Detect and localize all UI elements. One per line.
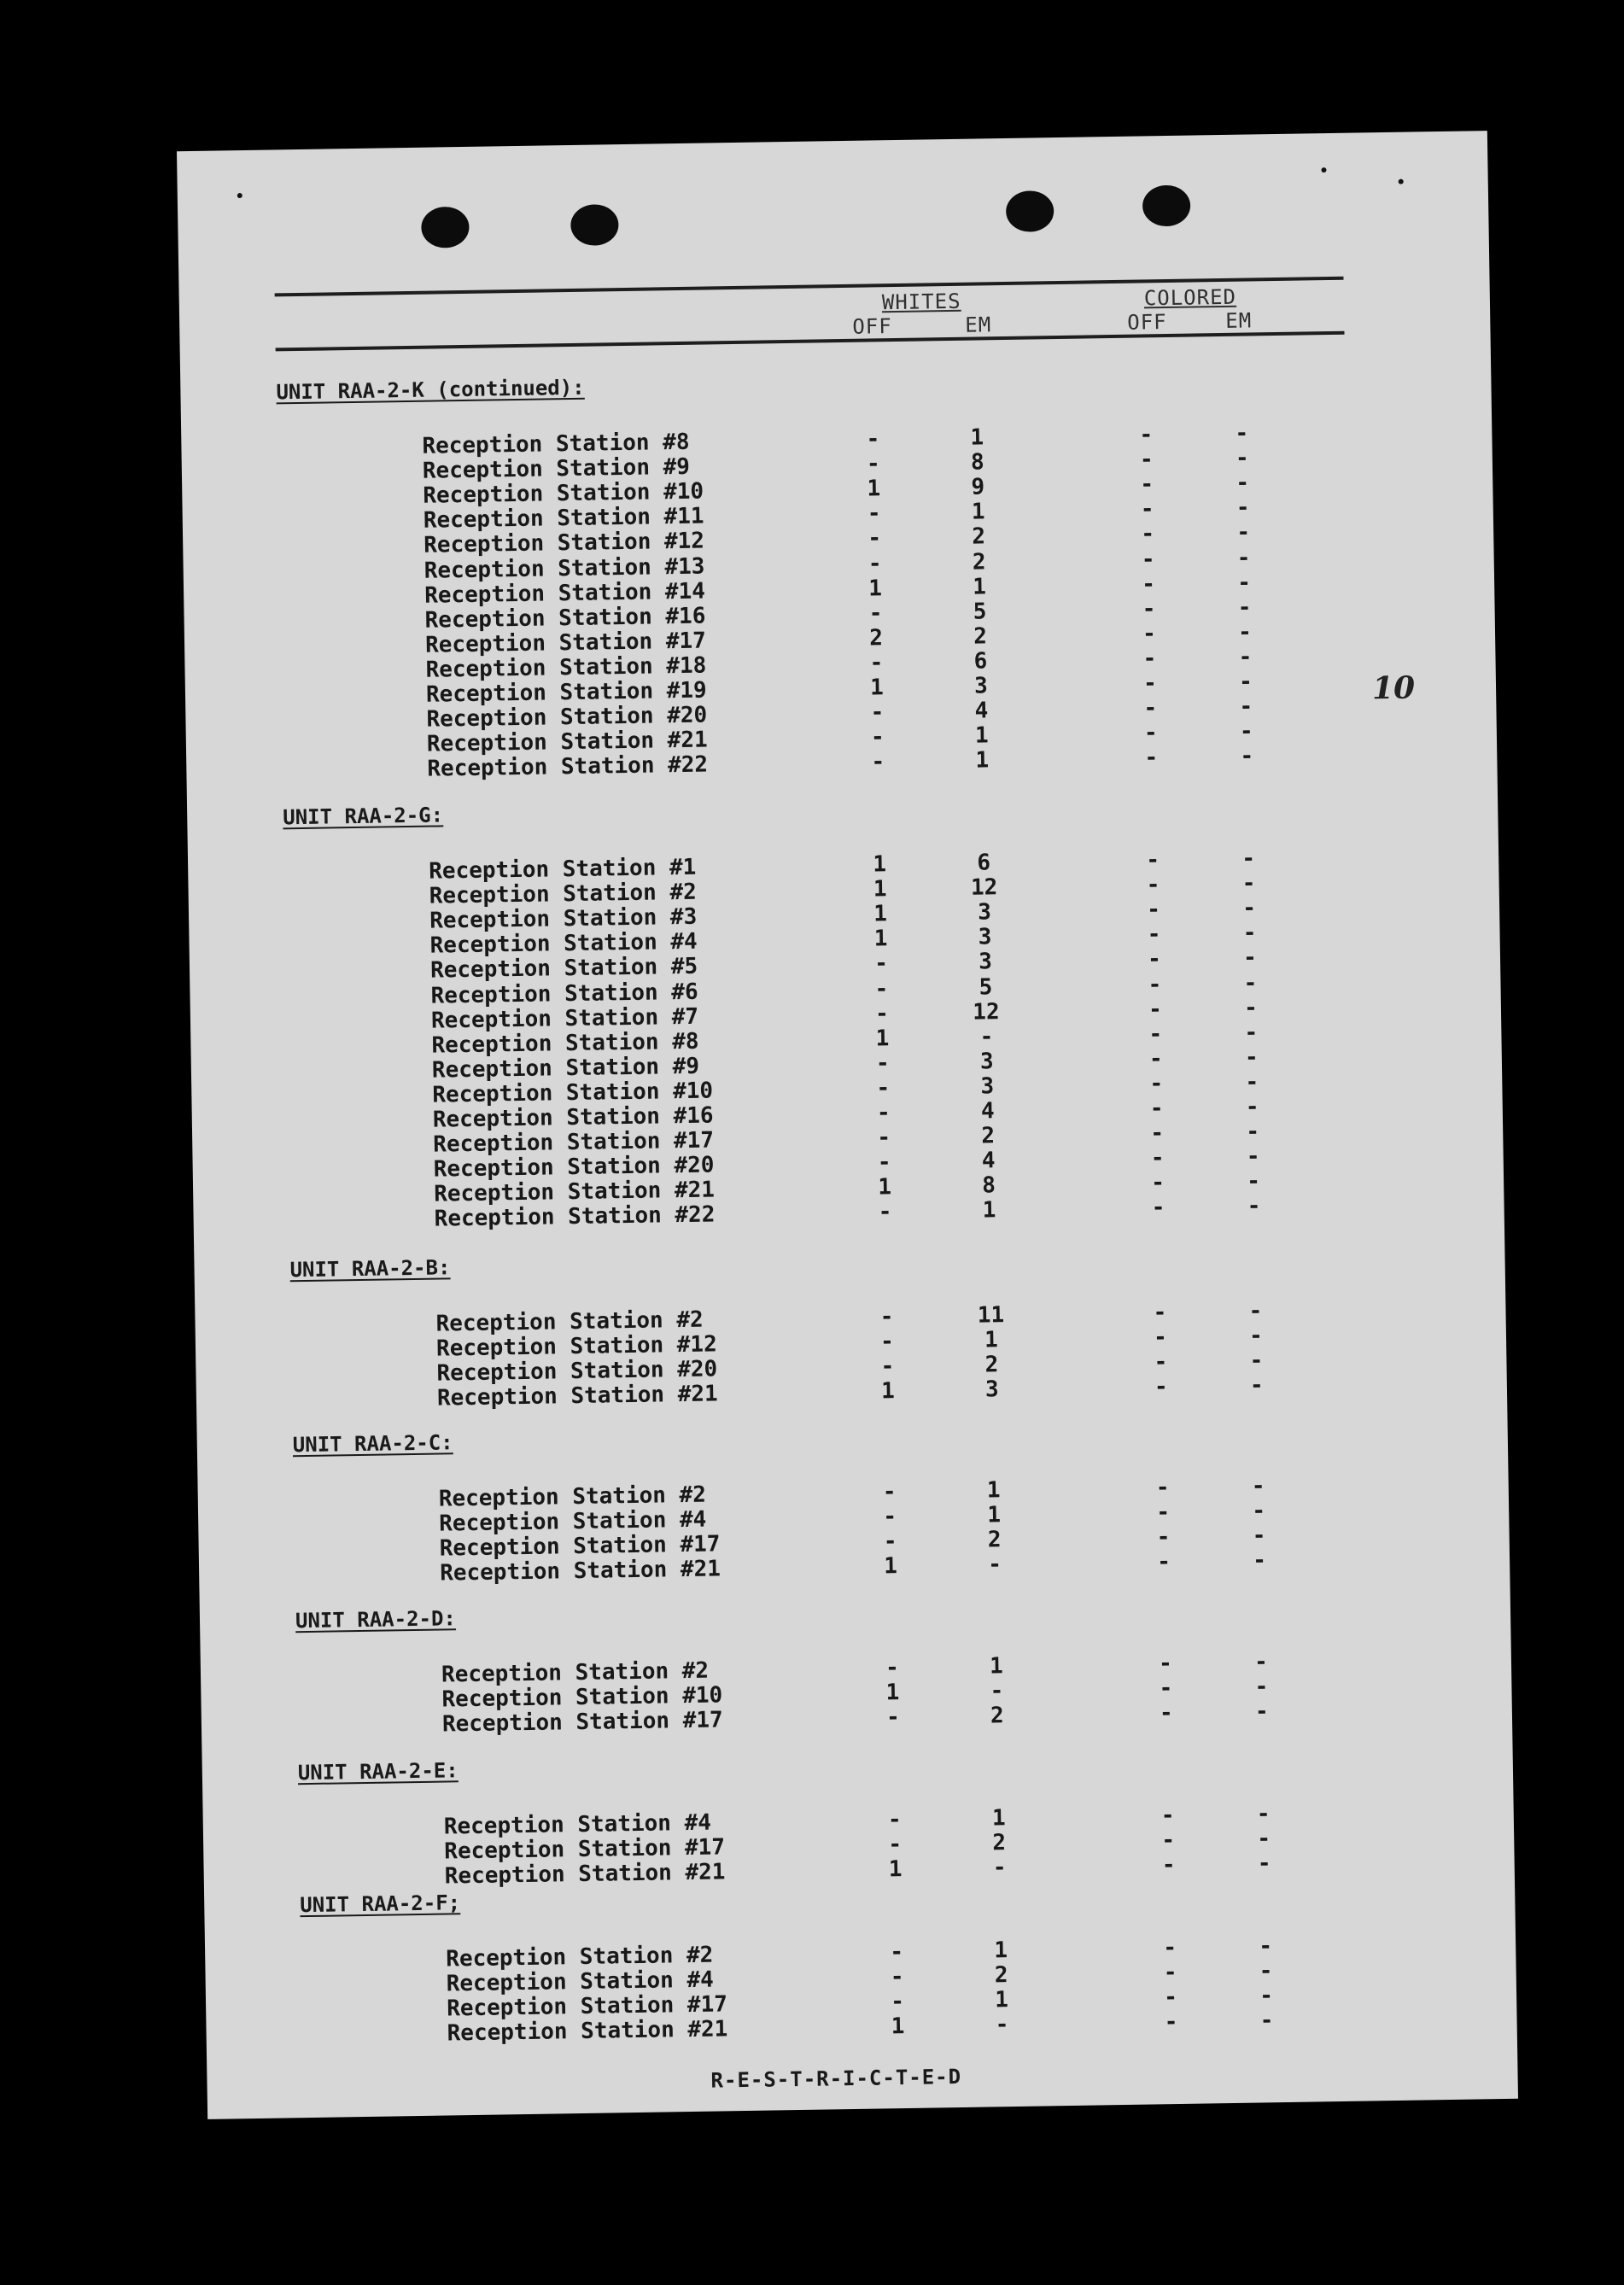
colored-off-value: - (1139, 447, 1154, 473)
colored-em-value: - (1249, 1347, 1264, 1374)
colored-off-value: - (1148, 971, 1162, 997)
page-number: 10 (1371, 669, 1416, 707)
whites-off-value: 1 (888, 1856, 903, 1883)
whites-off-value: - (885, 1704, 900, 1731)
whites-em-value: 3 (980, 1073, 995, 1100)
whites-off-value: - (883, 1504, 897, 1530)
colored-off-value: - (1148, 1045, 1163, 1072)
colored-off-value: - (1143, 695, 1158, 722)
station-label: Reception Station #12 (435, 1331, 717, 1362)
whites-off-value: 1 (875, 1025, 890, 1052)
station-label: Reception Station #20 (436, 1356, 718, 1387)
colored-em-value: - (1254, 1698, 1269, 1725)
whites-em-value: 6 (973, 648, 988, 675)
colored-em-value: - (1238, 669, 1253, 695)
whites-em-value: 1 (971, 499, 985, 525)
colored-off-value: - (1153, 1300, 1167, 1326)
station-label: Reception Station #5 (429, 954, 698, 985)
colored-off-value: - (1154, 1349, 1168, 1376)
station-label: Reception Station #19 (425, 677, 707, 708)
colored-em-value: - (1243, 995, 1258, 1021)
whites-em-value: 1 (995, 1987, 1009, 2013)
station-label: Reception Station #2 (438, 1481, 707, 1512)
whites-off-value: - (888, 1832, 903, 1858)
unit-heading: UNIT RAA-2-C: (292, 1430, 453, 1458)
colored-em-value: - (1236, 470, 1250, 496)
whites-em-value: 1 (970, 424, 984, 451)
whites-off-value: - (873, 950, 889, 977)
station-label: Reception Station #17 (439, 1531, 721, 1562)
colored-off-value: - (1147, 921, 1161, 948)
whites-off-value: - (874, 1000, 890, 1027)
whites-off-value: 1 (885, 1680, 900, 1706)
whites-off-value: 1 (867, 476, 881, 502)
station-label: Reception Station #16 (432, 1102, 714, 1133)
station-label: Reception Station #16 (424, 603, 706, 634)
whites-em-value: 2 (972, 523, 986, 551)
whites-off-value: - (867, 500, 881, 527)
colored-off-value: - (1150, 1145, 1165, 1172)
colored-off-value: - (1142, 646, 1157, 672)
station-label: Reception Station #9 (431, 1053, 700, 1084)
station-label: Reception Station #17 (446, 1991, 728, 2022)
colored-off-value: - (1156, 1499, 1171, 1526)
whites-em-value: 4 (974, 698, 989, 724)
whites-em-value: 3 (978, 899, 992, 926)
punch-hole (570, 204, 619, 246)
whites-off-value: - (870, 724, 885, 751)
whites-off-value: 1 (884, 1553, 898, 1580)
colored-off-value: - (1150, 1120, 1165, 1147)
station-label: Reception Station #4 (446, 1967, 715, 1997)
whites-off-value: - (877, 1125, 891, 1151)
whites-em-value: 1 (989, 1653, 1004, 1680)
colored-em-value: - (1237, 594, 1252, 621)
colored-off-header: OFF (1127, 310, 1167, 335)
colored-off-value: - (1149, 1096, 1164, 1122)
station-label: Reception Station #22 (427, 751, 709, 782)
colored-off-value: - (1164, 2009, 1178, 2036)
colored-em-value: - (1247, 1168, 1261, 1195)
colored-em-value: - (1252, 1498, 1266, 1524)
colored-em-header: EM (1225, 308, 1253, 333)
colored-em-value: - (1245, 1069, 1259, 1096)
whites-em-value: 12 (970, 874, 998, 901)
whites-em-value: 1 (991, 1805, 1006, 1832)
paper-speck (1321, 167, 1326, 172)
station-label: Reception Station #10 (432, 1078, 714, 1108)
colored-off-value: - (1144, 745, 1159, 771)
whites-off-value: - (869, 650, 884, 676)
whites-em-value: 2 (987, 1527, 1002, 1553)
whites-em-value: 1 (982, 1197, 996, 1224)
unit-heading: UNIT RAA-2-D: (295, 1606, 457, 1633)
colored-off-value: - (1147, 897, 1161, 923)
colored-off-value: - (1142, 670, 1157, 697)
colored-off-value: - (1148, 996, 1162, 1023)
whites-em-value: 1 (984, 1327, 999, 1353)
whites-em-value: 1 (973, 573, 987, 600)
punch-hole (1142, 185, 1191, 227)
whites-em-value: 5 (973, 599, 987, 625)
colored-off-value: - (1142, 570, 1156, 598)
colored-em-value: - (1259, 1983, 1274, 2009)
whites-em-value: - (990, 1678, 1004, 1704)
station-label: Reception Station #21 (439, 1556, 721, 1587)
whites-off-value: - (879, 1329, 895, 1355)
whites-off-value: - (891, 1989, 905, 2015)
whites-em-header: EM (965, 313, 992, 337)
colored-em-value: - (1257, 1826, 1271, 1852)
whites-off-value: - (866, 426, 880, 453)
whites-em-value: 2 (984, 1352, 999, 1378)
whites-off-value: - (876, 1075, 891, 1102)
whites-em-value: 1 (987, 1502, 1002, 1528)
colored-em-value: - (1247, 1193, 1261, 1220)
station-label: Reception Station #11 (423, 503, 704, 535)
unit-heading: UNIT RAA-2-E: (297, 1758, 459, 1785)
colored-em-value: - (1256, 1801, 1271, 1827)
whites-em-value: 2 (972, 548, 986, 576)
colored-off-value: - (1140, 471, 1154, 498)
colored-em-value: - (1244, 1044, 1259, 1071)
station-label: Reception Station #14 (424, 578, 706, 609)
colored-off-value: - (1164, 1984, 1178, 2011)
whites-em-value: 2 (990, 1703, 1004, 1729)
whites-em-value: 3 (979, 1049, 994, 1075)
colored-off-value: - (1151, 1195, 1165, 1221)
station-label: Reception Station #3 (429, 903, 698, 934)
whites-off-value: 1 (880, 1378, 895, 1405)
whites-off-value: - (876, 1100, 891, 1126)
colored-off-value: - (1163, 1960, 1177, 1986)
whites-em-value: 3 (973, 673, 989, 699)
whites-em-value: 8 (982, 1172, 996, 1199)
station-label: Reception Station #4 (439, 1506, 707, 1537)
header-bottom-rule (276, 331, 1345, 352)
whites-off-value: - (883, 1528, 897, 1555)
whites-off-value: - (875, 1050, 890, 1077)
colored-em-value: - (1248, 1323, 1264, 1349)
colored-em-value: - (1241, 870, 1256, 897)
whites-off-value: - (890, 1939, 904, 1966)
colored-em-value: - (1235, 420, 1249, 447)
colored-em-value: - (1246, 1143, 1260, 1170)
whites-em-value: 3 (978, 924, 992, 950)
whites-off-value: - (880, 1353, 895, 1380)
station-label: Reception Station #17 (424, 628, 707, 658)
colored-em-value: - (1243, 969, 1258, 996)
unit-heading: UNIT RAA-2-G: (283, 803, 444, 830)
station-label: Reception Station #22 (434, 1201, 716, 1233)
paper-speck (1399, 179, 1404, 184)
station-label: Reception Station #21 (426, 727, 708, 757)
whites-em-value: 11 (977, 1302, 1005, 1329)
colored-em-value: - (1244, 1020, 1259, 1046)
colored-em-value: - (1242, 920, 1257, 946)
whites-em-value: 1 (994, 1937, 1008, 1964)
station-label: Reception Station #1 (429, 854, 697, 885)
colored-em-value: - (1236, 519, 1251, 546)
whites-off-value: - (874, 975, 889, 1002)
colored-em-value: - (1259, 1958, 1273, 1984)
station-label: Reception Station #8 (422, 429, 690, 459)
whites-em-value: 2 (981, 1123, 996, 1149)
colored-em-value: - (1257, 1850, 1271, 1877)
whites-off-value: - (878, 1199, 892, 1225)
whites-off-value: 1 (873, 901, 888, 927)
colored-off-value: - (1146, 847, 1160, 874)
whites-off-value: 1 (878, 1174, 892, 1201)
colored-em-value: - (1240, 743, 1254, 770)
colored-off-value: - (1163, 1935, 1177, 1961)
colored-off-value: - (1140, 496, 1154, 523)
colored-em-value: - (1236, 545, 1251, 571)
colored-off-value: - (1153, 1324, 1168, 1351)
colored-em-value: - (1237, 570, 1252, 596)
colored-em-value: - (1245, 1094, 1259, 1120)
colored-em-value: - (1241, 845, 1256, 872)
whites-em-value: 12 (973, 998, 1000, 1026)
paper-speck (237, 193, 242, 198)
whites-em-value: 2 (994, 1962, 1008, 1989)
colored-em-value: - (1238, 644, 1253, 670)
colored-off-value: - (1154, 1374, 1168, 1400)
station-label: Reception Station #18 (425, 652, 707, 683)
station-label: Reception Station #4 (429, 929, 698, 959)
colored-off-value: - (1159, 1675, 1173, 1702)
colored-off-value: - (1149, 1071, 1164, 1097)
whites-off-value: - (877, 1149, 891, 1176)
whites-em-value: 8 (970, 449, 984, 476)
colored-off-value: - (1157, 1549, 1171, 1575)
colored-off-value: - (1141, 546, 1155, 573)
station-label: Reception Station #21 (433, 1177, 716, 1207)
colored-off-value: - (1156, 1524, 1171, 1551)
colored-off-value: - (1148, 1020, 1163, 1048)
colored-off-value: - (1139, 422, 1154, 448)
whites-off-value: - (890, 1964, 904, 1990)
whites-em-value: 6 (977, 850, 991, 876)
whites-em-value: 5 (978, 973, 993, 1001)
whites-off-value: - (871, 749, 885, 775)
station-label: Reception Station #9 (422, 453, 691, 484)
document-page (177, 131, 1518, 2119)
whites-off-value: 1 (873, 926, 888, 952)
colored-off-value: - (1160, 1803, 1175, 1829)
colored-em-value: - (1259, 1933, 1273, 1960)
whites-header: WHITES (881, 289, 961, 315)
whites-em-value: - (988, 1552, 1002, 1578)
whites-em-value: 1 (975, 747, 990, 774)
colored-em-value: - (1252, 1522, 1266, 1549)
whites-off-value: 1 (873, 851, 887, 878)
station-label: Reception Station #12 (424, 528, 705, 559)
colored-em-value: - (1249, 1372, 1264, 1399)
station-label: Reception Station #2 (441, 1657, 710, 1688)
colored-em-value: - (1242, 944, 1258, 972)
whites-em-value: - (995, 2012, 1009, 2038)
colored-off-value: - (1155, 1475, 1170, 1501)
colored-off-value: - (1141, 521, 1155, 547)
whites-off-value: - (885, 1655, 900, 1681)
colored-em-value: - (1239, 693, 1253, 720)
colored-off-value: - (1142, 595, 1156, 622)
station-label: Reception Station #4 (443, 1809, 712, 1840)
whites-em-value: - (992, 1855, 1007, 1881)
whites-off-value: - (868, 599, 883, 627)
station-label: Reception Station #6 (430, 979, 698, 1009)
station-label: Reception Station #13 (424, 553, 705, 584)
colored-em-value: - (1248, 1298, 1263, 1324)
colored-off-value: - (1146, 872, 1160, 898)
colored-em-value: - (1251, 1473, 1265, 1499)
whites-off-value: 1 (869, 675, 885, 701)
whites-em-value: 3 (984, 1376, 999, 1403)
unit-heading: UNIT RAA-2-K (continued): (276, 375, 585, 405)
station-label: Reception Station #2 (435, 1306, 704, 1337)
station-label: Reception Station #17 (441, 1707, 723, 1738)
whites-off-header: OFF (852, 314, 892, 339)
station-label: Reception Station #8 (431, 1028, 699, 1059)
whites-em-value: 2 (992, 1830, 1007, 1856)
whites-off-value: - (867, 525, 882, 552)
station-label: Reception Station #17 (433, 1127, 715, 1158)
whites-off-value: - (887, 1807, 902, 1833)
whites-em-value: 1 (986, 1477, 1001, 1504)
whites-em-value: 4 (980, 1098, 995, 1125)
station-label: Reception Station #20 (433, 1152, 715, 1183)
colored-off-value: - (1147, 946, 1162, 973)
whites-em-value: 1 (974, 722, 989, 749)
colored-off-value: - (1161, 1852, 1176, 1879)
station-label: Reception Station #2 (446, 1942, 714, 1972)
colored-off-value: - (1158, 1651, 1173, 1677)
station-label: Reception Station #7 (430, 1003, 699, 1034)
station-label: Reception Station #2 (429, 879, 698, 909)
colored-off-value: - (1159, 1700, 1173, 1727)
whites-off-value: - (870, 699, 885, 726)
whites-em-value: 2 (973, 623, 988, 650)
station-label: Reception Station #20 (426, 702, 708, 733)
colored-off-value: - (1143, 720, 1158, 746)
station-label: Reception Station #21 (444, 1859, 726, 1890)
colored-off-value: - (1142, 621, 1157, 647)
punch-hole (1006, 190, 1054, 232)
punch-hole (421, 207, 470, 248)
colored-header: COLORED (1143, 284, 1237, 311)
whites-off-value: 1 (891, 2013, 905, 2040)
colored-em-value: - (1237, 619, 1253, 646)
station-label: Reception Station #10 (423, 478, 704, 509)
whites-em-value: - (979, 1023, 994, 1050)
unit-heading: UNIT RAA-2-B: (289, 1255, 451, 1283)
colored-off-value: - (1151, 1170, 1165, 1196)
whites-em-value: 3 (978, 949, 993, 975)
colored-em-value: - (1246, 1119, 1260, 1145)
colored-em-value: - (1254, 1674, 1269, 1700)
colored-em-value: - (1239, 718, 1253, 745)
whites-em-value: 9 (971, 474, 985, 500)
unit-heading: UNIT RAA-2-F; (300, 1891, 461, 1918)
whites-off-value: - (866, 451, 880, 477)
whites-off-value: 1 (868, 575, 883, 602)
colored-em-value: - (1259, 2007, 1274, 2034)
colored-em-value: - (1235, 445, 1249, 471)
whites-off-value: - (867, 550, 882, 577)
colored-em-value: - (1253, 1649, 1269, 1675)
station-label: Reception Station #21 (436, 1381, 718, 1411)
whites-off-value: - (879, 1304, 894, 1330)
whites-off-value: 2 (868, 625, 884, 652)
whites-em-value: 4 (981, 1148, 996, 1174)
colored-em-value: - (1236, 494, 1250, 522)
colored-off-value: - (1161, 1827, 1176, 1854)
restricted-footer: R-E-S-T-R-I-C-T-E-D (710, 2065, 962, 2093)
whites-off-value: - (882, 1479, 897, 1505)
colored-em-value: - (1242, 895, 1257, 921)
station-label: Reception Station #10 (441, 1682, 723, 1713)
station-label: Reception Station #17 (444, 1834, 726, 1865)
station-label: Reception Station #21 (447, 2016, 728, 2047)
whites-off-value: 1 (873, 876, 887, 903)
colored-em-value: - (1253, 1547, 1267, 1574)
